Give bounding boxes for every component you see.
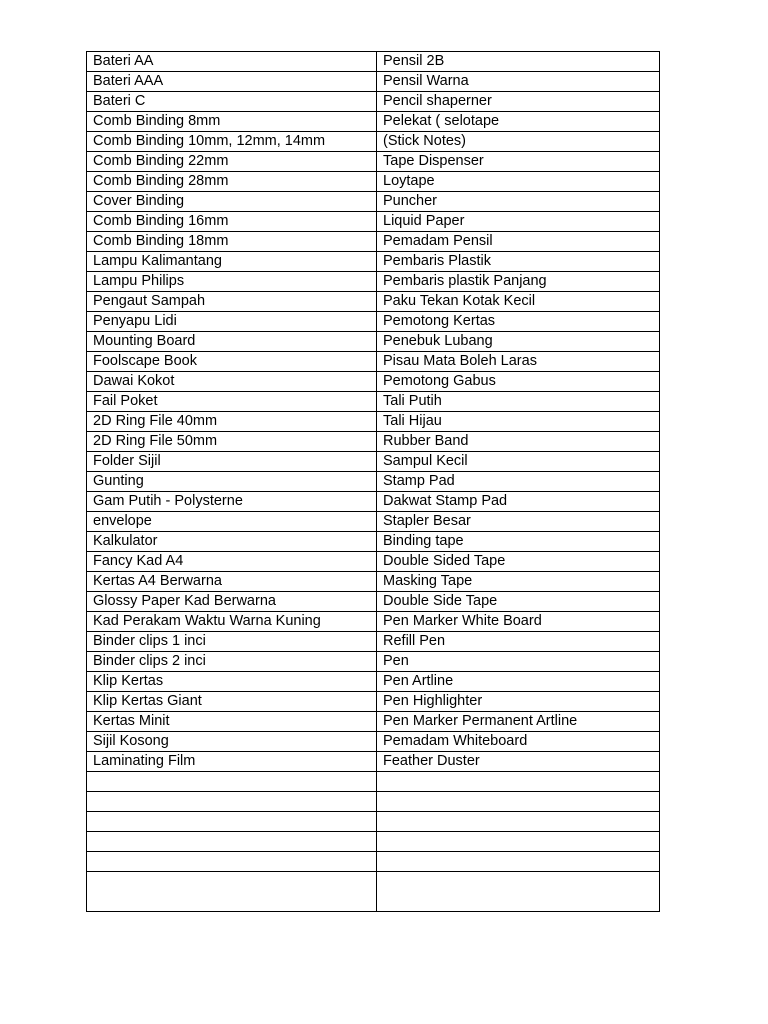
table-row: [87, 332, 660, 352]
table-row: [87, 252, 660, 272]
supplies-table-body: [87, 52, 660, 912]
table-row: [87, 612, 660, 632]
item-cell-right: Pisau Mata Boleh Laras: [377, 352, 660, 372]
table-row: [87, 872, 660, 912]
item-cell-left: Fail Poket: [87, 392, 377, 412]
item-cell-right: Loytape: [377, 172, 660, 192]
table-row: [87, 412, 660, 432]
item-cell-right: Pelekat ( selotape: [377, 112, 660, 132]
item-cell-left: [87, 852, 377, 872]
item-cell-right: Liquid Paper: [377, 212, 660, 232]
item-cell-right: Double Side Tape: [377, 592, 660, 612]
item-cell-right: Pen Artline: [377, 672, 660, 692]
item-cell-right: [377, 832, 660, 852]
item-cell-right: [377, 872, 660, 912]
table-row: [87, 772, 660, 792]
item-cell-left: Comb Binding 10mm, 12mm, 14mm: [87, 132, 377, 152]
table-row: [87, 752, 660, 772]
item-cell-left: Cover Binding: [87, 192, 377, 212]
item-cell-left: Lampu Philips: [87, 272, 377, 292]
item-cell-right: Tali Putih: [377, 392, 660, 412]
table-row: [87, 152, 660, 172]
item-cell-left: Mounting Board: [87, 332, 377, 352]
table-row: [87, 212, 660, 232]
item-cell-right: Pemotong Kertas: [377, 312, 660, 332]
item-cell-right: Pen: [377, 652, 660, 672]
item-cell-right: [377, 812, 660, 832]
item-cell-right: Refill Pen: [377, 632, 660, 652]
item-cell-left: Dawai Kokot: [87, 372, 377, 392]
table-row: [87, 572, 660, 592]
item-cell-right: Dakwat Stamp Pad: [377, 492, 660, 512]
item-cell-right: Sampul Kecil: [377, 452, 660, 472]
item-cell-right: [377, 852, 660, 872]
item-cell-right: Feather Duster: [377, 752, 660, 772]
item-cell-left: [87, 792, 377, 812]
item-cell-left: [87, 872, 377, 912]
item-cell-right: Masking Tape: [377, 572, 660, 592]
table-row: [87, 692, 660, 712]
item-cell-left: Foolscape Book: [87, 352, 377, 372]
table-row: [87, 372, 660, 392]
item-cell-right: Tape Dispenser: [377, 152, 660, 172]
item-cell-left: [87, 772, 377, 792]
item-cell-left: envelope: [87, 512, 377, 532]
item-cell-left: Folder Sijil: [87, 452, 377, 472]
supplies-table: [86, 51, 660, 912]
item-cell-right: Rubber Band: [377, 432, 660, 452]
item-cell-left: Bateri AA: [87, 52, 377, 72]
item-cell-left: [87, 832, 377, 852]
table-row: [87, 512, 660, 532]
table-row: [87, 92, 660, 112]
item-cell-left: Kertas A4 Berwarna: [87, 572, 377, 592]
item-cell-left: Sijil Kosong: [87, 732, 377, 752]
table-row: [87, 432, 660, 452]
table-row: [87, 392, 660, 412]
item-cell-left: 2D Ring File 50mm: [87, 432, 377, 452]
table-row: [87, 472, 660, 492]
table-row: [87, 312, 660, 332]
item-cell-right: Puncher: [377, 192, 660, 212]
item-cell-right: [377, 792, 660, 812]
item-cell-left: Penyapu Lidi: [87, 312, 377, 332]
item-cell-right: Penebuk Lubang: [377, 332, 660, 352]
item-cell-left: Lampu Kalimantang: [87, 252, 377, 272]
item-cell-right: Pensil 2B: [377, 52, 660, 72]
table-row: [87, 592, 660, 612]
item-cell-left: Laminating Film: [87, 752, 377, 772]
table-row: [87, 492, 660, 512]
item-cell-right: Pemotong Gabus: [377, 372, 660, 392]
item-cell-left: Kalkulator: [87, 532, 377, 552]
table-row: [87, 292, 660, 312]
table-row: [87, 452, 660, 472]
table-row: [87, 652, 660, 672]
item-cell-right: Pembaris plastik Panjang: [377, 272, 660, 292]
item-cell-right: Binding tape: [377, 532, 660, 552]
table-row: [87, 272, 660, 292]
item-cell-right: Tali Hijau: [377, 412, 660, 432]
item-cell-right: Pemadam Pensil: [377, 232, 660, 252]
item-cell-left: Klip Kertas: [87, 672, 377, 692]
item-cell-left: Klip Kertas Giant: [87, 692, 377, 712]
item-cell-left: Fancy Kad A4: [87, 552, 377, 572]
table-row: [87, 532, 660, 552]
table-row: [87, 732, 660, 752]
item-cell-right: [377, 772, 660, 792]
table-row: [87, 792, 660, 812]
item-cell-left: Glossy Paper Kad Berwarna: [87, 592, 377, 612]
item-cell-left: Comb Binding 8mm: [87, 112, 377, 132]
item-cell-right: Double Sided Tape: [377, 552, 660, 572]
table-row: [87, 72, 660, 92]
table-row: [87, 52, 660, 72]
table-row: [87, 352, 660, 372]
item-cell-left: Kertas Minit: [87, 712, 377, 732]
item-cell-right: Stamp Pad: [377, 472, 660, 492]
item-cell-left: Gam Putih - Polysterne: [87, 492, 377, 512]
table-row: [87, 172, 660, 192]
item-cell-right: Pen Highlighter: [377, 692, 660, 712]
item-cell-right: Paku Tekan Kotak Kecil: [377, 292, 660, 312]
table-row: [87, 552, 660, 572]
item-cell-left: 2D Ring File 40mm: [87, 412, 377, 432]
item-cell-left: Pengaut Sampah: [87, 292, 377, 312]
item-cell-left: Comb Binding 28mm: [87, 172, 377, 192]
table-row: [87, 852, 660, 872]
item-cell-right: (Stick Notes): [377, 132, 660, 152]
item-cell-left: [87, 812, 377, 832]
table-row: [87, 812, 660, 832]
table-row: [87, 112, 660, 132]
table-row: [87, 192, 660, 212]
item-cell-left: Kad Perakam Waktu Warna Kuning: [87, 612, 377, 632]
table-row: [87, 712, 660, 732]
item-cell-left: Bateri AAA: [87, 72, 377, 92]
item-cell-right: Pen Marker Permanent Artline: [377, 712, 660, 732]
item-cell-left: Binder clips 2 inci: [87, 652, 377, 672]
item-cell-right: Pemadam Whiteboard: [377, 732, 660, 752]
item-cell-right: Pensil Warna: [377, 72, 660, 92]
item-cell-right: Pen Marker White Board: [377, 612, 660, 632]
item-cell-right: Stapler Besar: [377, 512, 660, 532]
item-cell-left: Bateri C: [87, 92, 377, 112]
table-row: [87, 632, 660, 652]
item-cell-left: Binder clips 1 inci: [87, 632, 377, 652]
item-cell-left: Comb Binding 16mm: [87, 212, 377, 232]
item-cell-right: Pembaris Plastik: [377, 252, 660, 272]
item-cell-left: Comb Binding 22mm: [87, 152, 377, 172]
table-row: [87, 232, 660, 252]
table-row: [87, 832, 660, 852]
table-row: [87, 672, 660, 692]
item-cell-right: Pencil shaperner: [377, 92, 660, 112]
item-cell-left: Gunting: [87, 472, 377, 492]
item-cell-left: Comb Binding 18mm: [87, 232, 377, 252]
table-row: [87, 132, 660, 152]
